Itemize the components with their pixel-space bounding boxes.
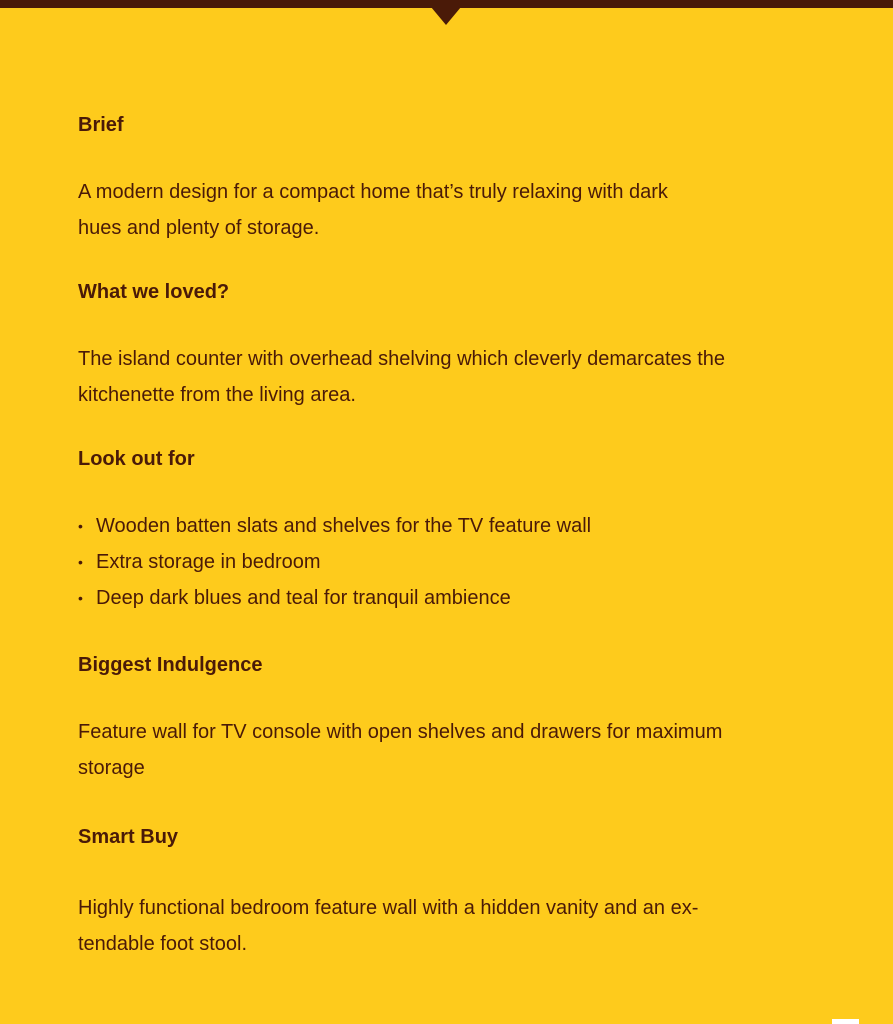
brief-text-line-1: A modern design for a compact home that’s truly relaxing with dark <box>78 181 668 203</box>
list-item <box>78 508 591 544</box>
smart-buy-text-line-2: tendable foot stool. <box>78 933 248 955</box>
list-item <box>78 580 591 616</box>
loved-text-line-2: kitchenette from the living area. <box>78 384 356 406</box>
indulgence-heading: Biggest Indulgence <box>78 654 263 676</box>
list-item-text: Extra storage in bedroom <box>96 551 321 573</box>
look-out-heading: Look out for <box>78 448 195 470</box>
smart-buy-text <box>78 890 818 962</box>
brief-heading: Brief <box>78 114 124 136</box>
smart-buy-heading: Smart Buy <box>78 826 179 848</box>
look-out-list <box>78 508 591 616</box>
list-item <box>78 544 591 580</box>
bullet-icon: • <box>78 554 83 570</box>
list-item-text: Deep dark blues and teal for tranquil ambience <box>96 587 511 609</box>
corner-mark <box>832 1019 859 1024</box>
loved-text <box>78 341 818 413</box>
bullet-icon: • <box>78 590 83 606</box>
smart-buy-text-line-1: Highly functional bedroom feature wall with a hidden vanity and an ex- <box>78 897 699 919</box>
top-notch-arrow <box>431 7 461 25</box>
bullet-icon: • <box>78 518 83 534</box>
brief-text <box>78 174 818 246</box>
indulgence-text <box>78 714 818 786</box>
loved-heading: What we loved? <box>78 281 230 303</box>
list-item-text: Wooden batten slats and shelves for the TV feature wall <box>96 515 592 537</box>
brief-text-line-2: hues and plenty of storage. <box>78 217 320 239</box>
indulgence-text-line-2: storage <box>78 757 145 779</box>
loved-text-line-1: The island counter with overhead shelving which cleverly demarcates the <box>78 348 726 370</box>
indulgence-text-line-1: Feature wall for TV console with open shelves and drawers for maximum <box>78 721 723 743</box>
